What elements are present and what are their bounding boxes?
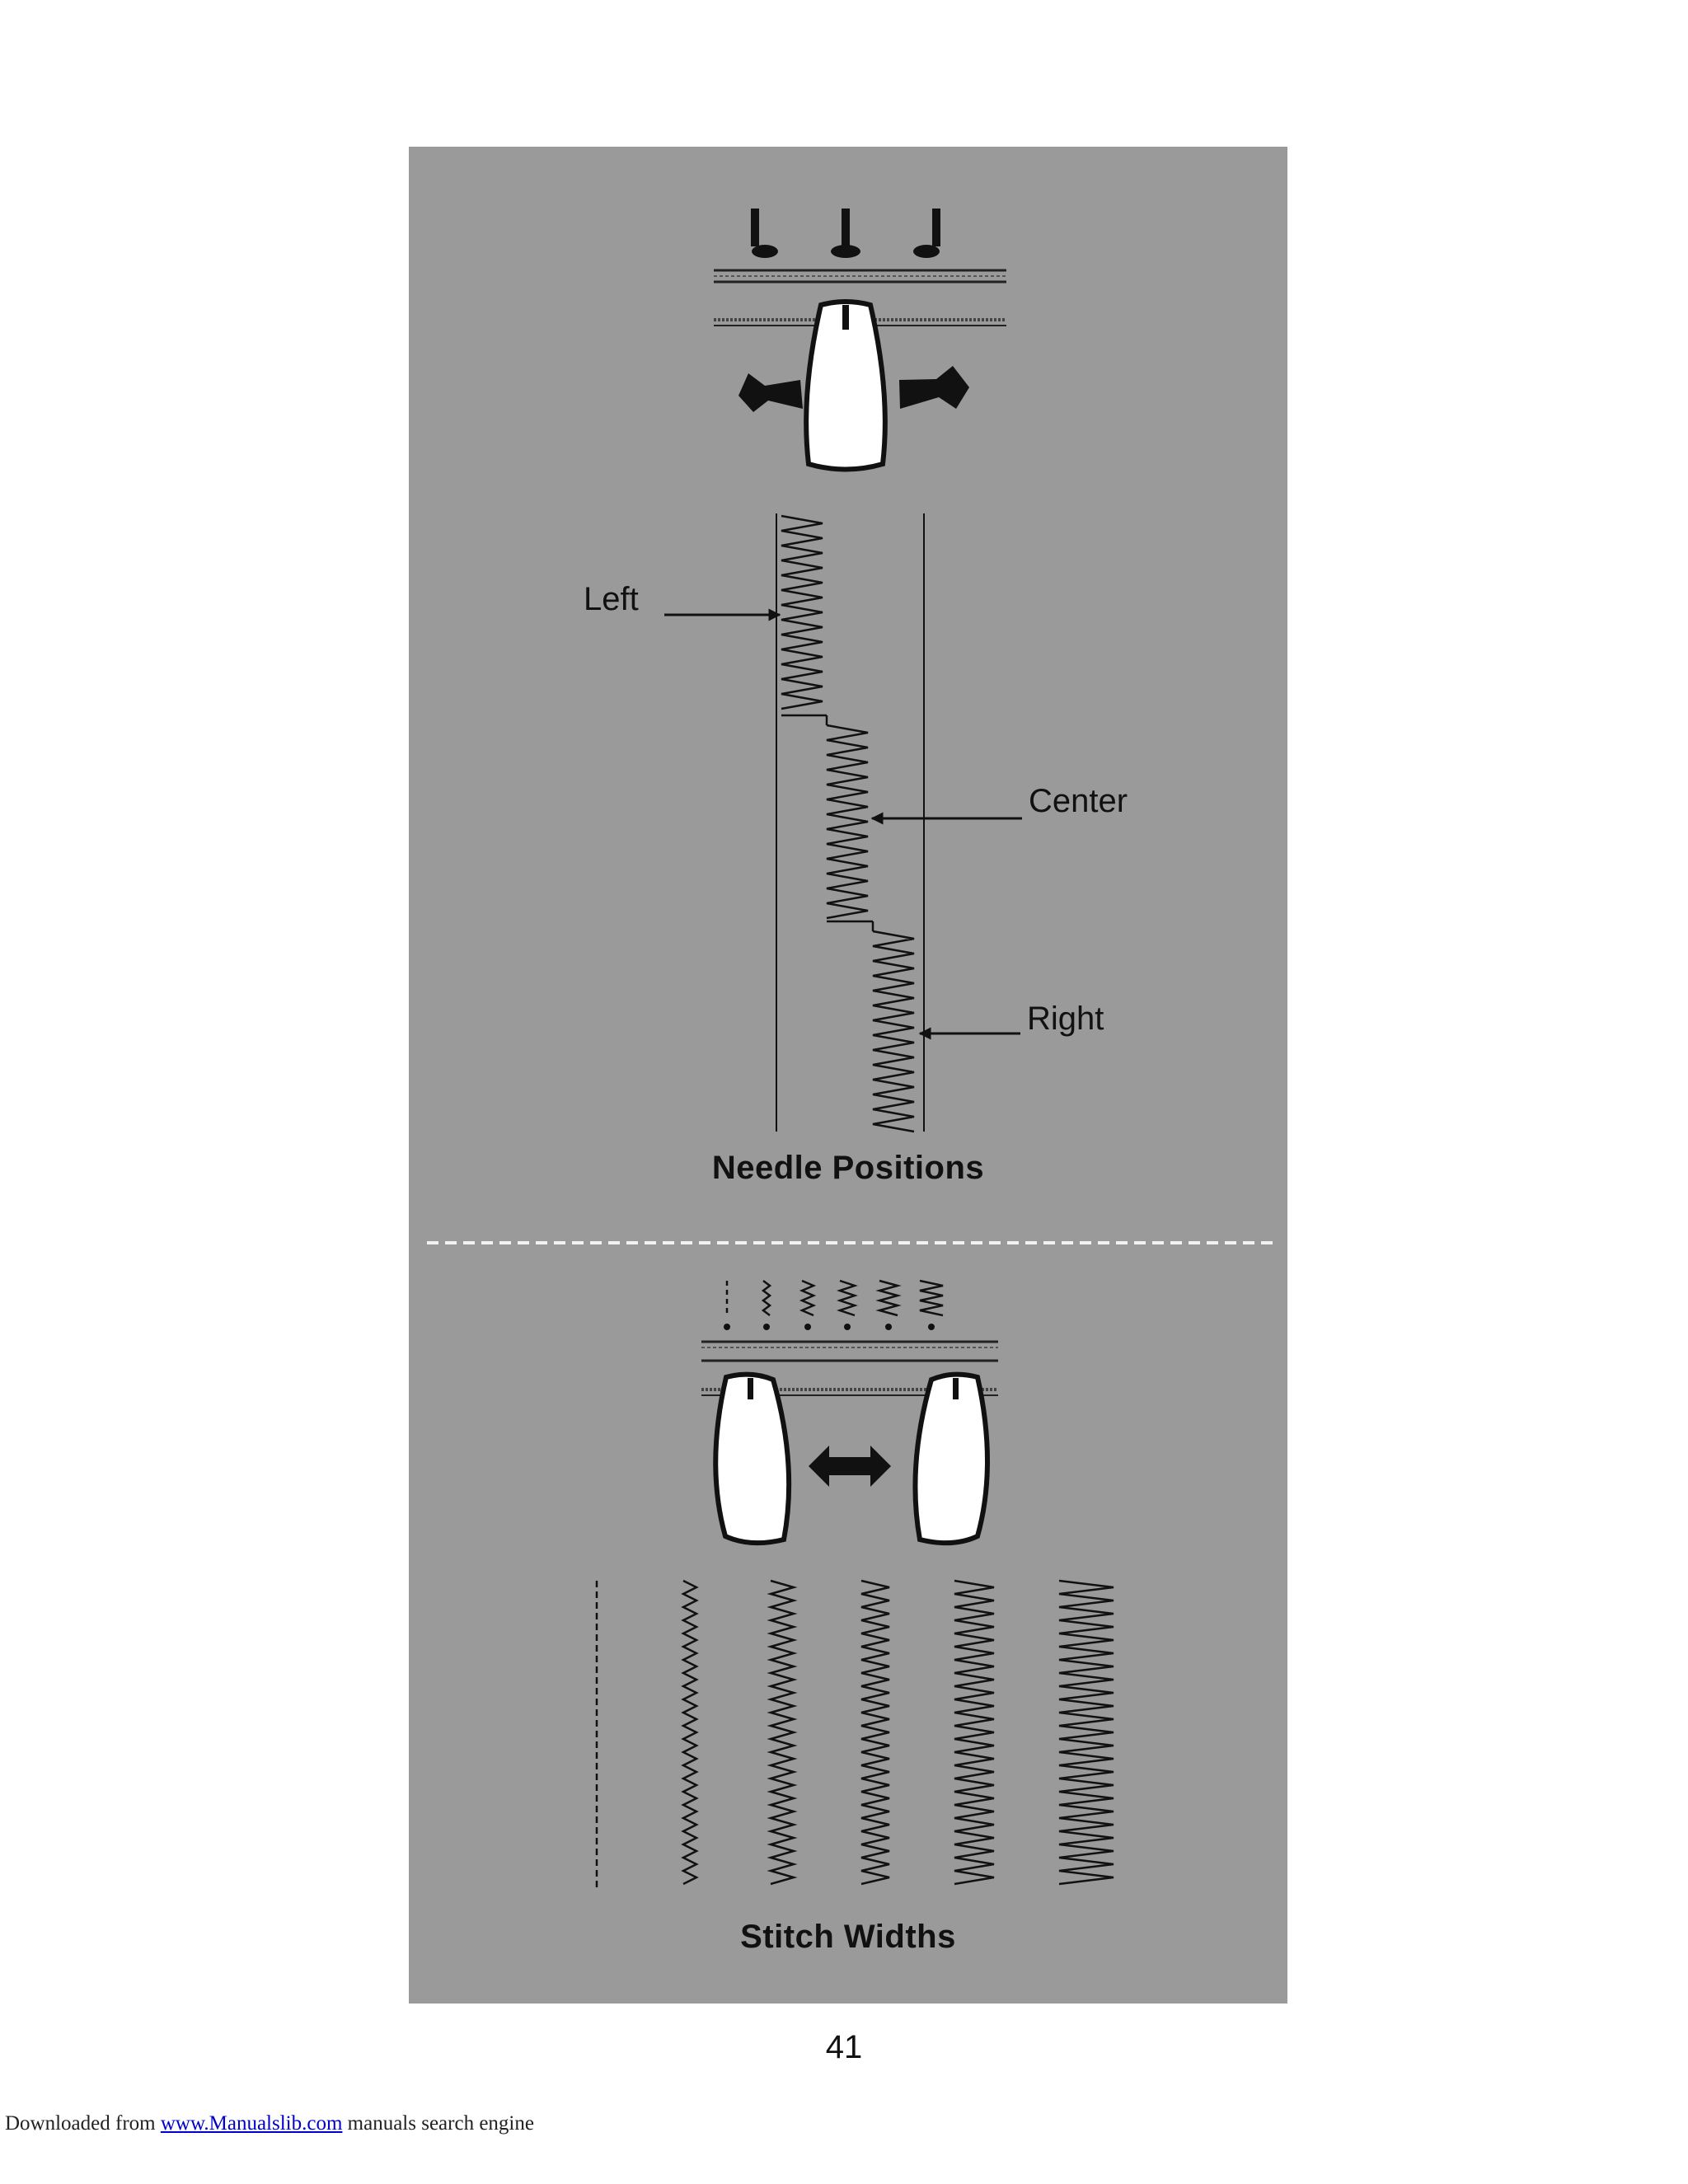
stitch-width-symbols (724, 1281, 943, 1330)
zigzag-stitch-sample (861, 1581, 889, 1884)
width-dot-icon (804, 1324, 811, 1330)
stitch-width-symbol (879, 1281, 898, 1315)
manualslib-link[interactable]: www.Manualslib.com (160, 2112, 343, 2135)
left-arrow-icon (738, 373, 803, 412)
stitch-width-lever-left-icon (715, 1375, 789, 1544)
needle-position-icons (751, 209, 940, 258)
left-position-stitch (781, 516, 823, 709)
zigzag-stitch-sample (771, 1581, 794, 1884)
illustration-panel (409, 147, 1287, 2004)
zigzag-stitch-sample (1059, 1581, 1114, 1884)
center-position-stitch (827, 725, 868, 918)
sewing-diagram (409, 147, 1287, 2004)
stitch-width-symbol (763, 1281, 770, 1315)
needle-center-icon (831, 209, 860, 258)
left-position-label: Left (584, 581, 639, 617)
width-dot-icon (844, 1324, 851, 1330)
needle-position-lever-icon (806, 302, 885, 470)
right-position-label: Right (1027, 1001, 1104, 1037)
width-dot-icon (763, 1324, 770, 1330)
needle-left-icon (751, 209, 778, 258)
center-position-label: Center (1029, 783, 1128, 819)
needle-position-stitches (781, 516, 914, 1132)
footer-prefix: Downloaded from (5, 2112, 156, 2135)
zigzag-stitch-sample (683, 1581, 696, 1884)
width-dot-icon (928, 1324, 935, 1330)
right-position-stitch (873, 931, 914, 1132)
width-dot-icon (885, 1324, 892, 1330)
stitch-width-symbol (840, 1281, 855, 1315)
right-arrow-icon (899, 366, 969, 409)
footer-suffix: manuals search engine (347, 2112, 534, 2135)
stitch-widths-caption: Stitch Widths (740, 1919, 956, 1955)
zigzag-stitch-sample (954, 1581, 994, 1884)
stitch-width-samples (597, 1581, 1114, 1890)
footer (5, 2112, 534, 2135)
page-number: 41 (825, 2029, 863, 2065)
needle-right-icon (913, 209, 940, 258)
stitch-width-symbol (802, 1281, 814, 1315)
double-arrow-icon (809, 1446, 891, 1487)
needle-positions-caption: Needle Positions (711, 1150, 985, 1186)
width-dot-icon (724, 1324, 730, 1330)
stitch-width-symbol (920, 1281, 943, 1315)
stitch-width-lever-right-icon (915, 1375, 987, 1544)
